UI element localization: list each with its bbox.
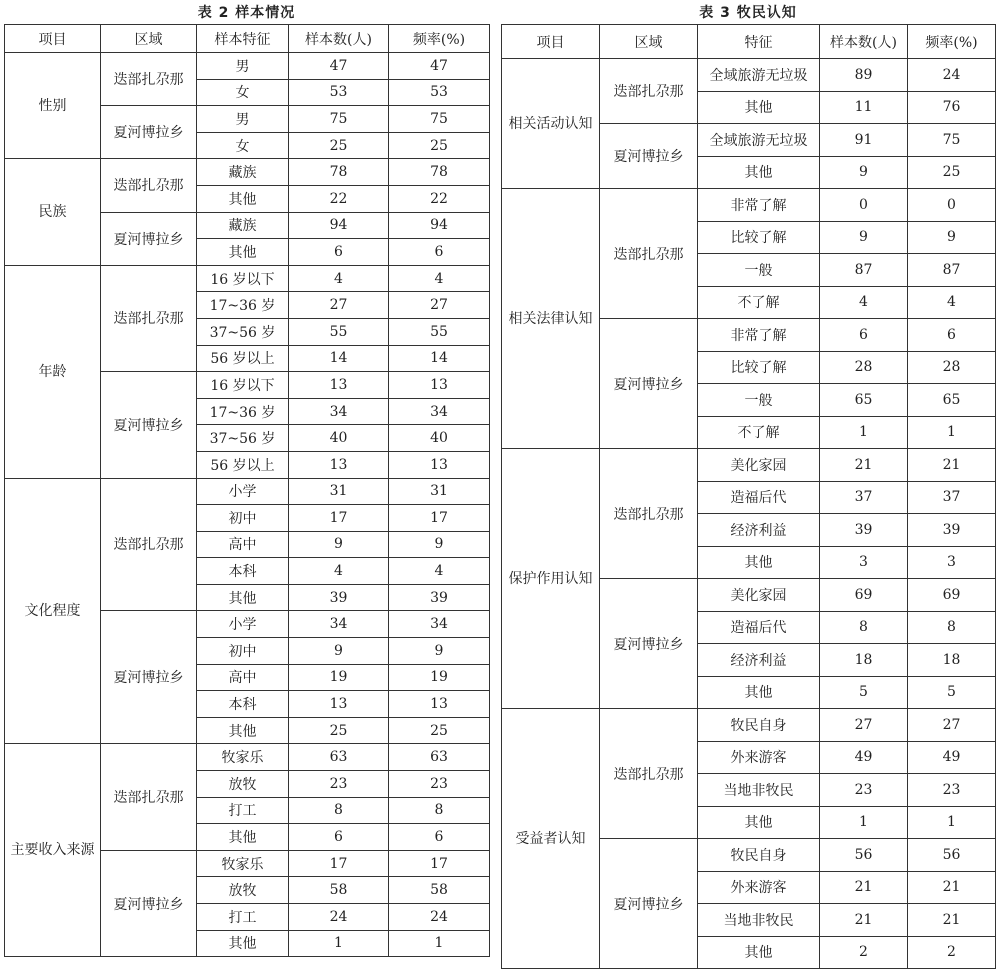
frequency-cell: 25 xyxy=(389,132,490,159)
feature-cell: 其他 xyxy=(698,676,820,709)
frequency-cell: 40 xyxy=(389,425,490,452)
frequency-cell: 9 xyxy=(389,638,490,665)
feature-cell: 当地非牧民 xyxy=(698,904,820,937)
frequency-cell: 4 xyxy=(389,558,490,585)
count-cell: 39 xyxy=(820,514,908,547)
frequency-cell: 94 xyxy=(389,212,490,239)
column-header: 样本特征 xyxy=(197,25,289,53)
count-cell: 6 xyxy=(289,239,389,266)
frequency-cell: 27 xyxy=(908,709,996,742)
feature-cell: 全域旅游无垃圾 xyxy=(698,124,820,157)
feature-cell: 男 xyxy=(197,53,289,80)
frequency-cell: 13 xyxy=(389,372,490,399)
region-cell: 夏河博拉乡 xyxy=(101,106,197,159)
frequency-cell: 63 xyxy=(389,744,490,771)
feature-cell: 造福后代 xyxy=(698,481,820,514)
region-cell: 夏河博拉乡 xyxy=(600,839,698,969)
item-cell: 受益者认知 xyxy=(502,709,600,969)
column-header: 样本数(人) xyxy=(820,25,908,59)
frequency-cell: 8 xyxy=(389,797,490,824)
count-cell: 69 xyxy=(820,579,908,612)
frequency-cell: 21 xyxy=(908,871,996,904)
count-cell: 31 xyxy=(289,478,389,505)
region-cell: 夏河博拉乡 xyxy=(600,319,698,449)
count-cell: 6 xyxy=(820,319,908,352)
count-cell: 9 xyxy=(820,221,908,254)
count-cell: 65 xyxy=(820,384,908,417)
count-cell: 9 xyxy=(289,638,389,665)
frequency-cell: 6 xyxy=(389,824,490,851)
frequency-cell: 28 xyxy=(908,351,996,384)
frequency-cell: 58 xyxy=(389,877,490,904)
count-cell: 17 xyxy=(289,850,389,877)
frequency-cell: 25 xyxy=(908,156,996,189)
count-cell: 28 xyxy=(820,351,908,384)
feature-cell: 外来游客 xyxy=(698,871,820,904)
feature-cell: 小学 xyxy=(197,478,289,505)
feature-cell: 全域旅游无垃圾 xyxy=(698,59,820,92)
frequency-cell: 17 xyxy=(389,505,490,532)
region-cell: 迭部扎尕那 xyxy=(101,159,197,212)
feature-cell: 牧家乐 xyxy=(197,744,289,771)
frequency-cell: 37 xyxy=(908,481,996,514)
feature-cell: 其他 xyxy=(197,185,289,212)
frequency-cell: 34 xyxy=(389,398,490,425)
count-cell: 21 xyxy=(820,871,908,904)
frequency-cell: 55 xyxy=(389,318,490,345)
count-cell: 2 xyxy=(820,936,908,969)
region-cell: 夏河博拉乡 xyxy=(101,611,197,744)
feature-cell: 一般 xyxy=(698,254,820,287)
table-row xyxy=(502,189,996,222)
feature-cell: 17~36 岁 xyxy=(197,292,289,319)
count-cell: 78 xyxy=(289,159,389,186)
feature-cell: 打工 xyxy=(197,797,289,824)
count-cell: 39 xyxy=(289,584,389,611)
item-cell: 主要收入来源 xyxy=(5,744,101,957)
feature-cell: 经济利益 xyxy=(698,644,820,677)
region-cell: 迭部扎尕那 xyxy=(101,265,197,371)
count-cell: 37 xyxy=(820,481,908,514)
region-cell: 夏河博拉乡 xyxy=(600,579,698,709)
feature-cell: 美化家园 xyxy=(698,579,820,612)
frequency-cell: 4 xyxy=(908,286,996,319)
feature-cell: 牧民自身 xyxy=(698,709,820,742)
count-cell: 1 xyxy=(289,930,389,957)
feature-cell: 高中 xyxy=(197,664,289,691)
feature-cell: 56 岁以上 xyxy=(197,451,289,478)
frequency-cell: 13 xyxy=(389,691,490,718)
feature-cell: 不了解 xyxy=(698,286,820,319)
frequency-cell: 22 xyxy=(389,185,490,212)
frequency-cell: 1 xyxy=(389,930,490,957)
count-cell: 56 xyxy=(820,839,908,872)
feature-cell: 牧民自身 xyxy=(698,839,820,872)
feature-cell: 初中 xyxy=(197,638,289,665)
feature-cell: 一般 xyxy=(698,384,820,417)
frequency-cell: 18 xyxy=(908,644,996,677)
feature-cell: 藏族 xyxy=(197,212,289,239)
feature-cell: 其他 xyxy=(197,824,289,851)
feature-cell: 高中 xyxy=(197,531,289,558)
frequency-cell: 14 xyxy=(389,345,490,372)
frequency-cell: 19 xyxy=(389,664,490,691)
feature-cell: 其他 xyxy=(698,156,820,189)
column-header: 项目 xyxy=(5,25,101,53)
frequency-cell: 39 xyxy=(389,584,490,611)
frequency-cell: 9 xyxy=(389,531,490,558)
count-cell: 14 xyxy=(289,345,389,372)
count-cell: 18 xyxy=(820,644,908,677)
count-cell: 25 xyxy=(289,717,389,744)
frequency-cell: 8 xyxy=(908,611,996,644)
feature-cell: 其他 xyxy=(197,930,289,957)
frequency-cell: 56 xyxy=(908,839,996,872)
count-cell: 1 xyxy=(820,416,908,449)
frequency-cell: 21 xyxy=(908,449,996,482)
feature-cell: 非常了解 xyxy=(698,319,820,352)
item-cell: 文化程度 xyxy=(5,478,101,744)
header-row xyxy=(5,25,490,53)
feature-cell: 非常了解 xyxy=(698,189,820,222)
frequency-cell: 31 xyxy=(389,478,490,505)
frequency-cell: 5 xyxy=(908,676,996,709)
region-cell: 迭部扎尕那 xyxy=(600,189,698,319)
table-row xyxy=(5,265,490,292)
count-cell: 11 xyxy=(820,91,908,124)
count-cell: 25 xyxy=(289,132,389,159)
frequency-cell: 17 xyxy=(389,850,490,877)
frequency-cell: 6 xyxy=(908,319,996,352)
frequency-cell: 53 xyxy=(389,79,490,106)
frequency-cell: 65 xyxy=(908,384,996,417)
table-row xyxy=(502,709,996,742)
feature-cell: 16 岁以下 xyxy=(197,372,289,399)
table-row xyxy=(5,159,490,186)
count-cell: 8 xyxy=(820,611,908,644)
count-cell: 13 xyxy=(289,451,389,478)
feature-cell: 比较了解 xyxy=(698,221,820,254)
count-cell: 75 xyxy=(289,106,389,133)
column-header: 频率(%) xyxy=(908,25,996,59)
feature-cell: 不了解 xyxy=(698,416,820,449)
column-header: 频率(%) xyxy=(389,25,490,53)
feature-cell: 初中 xyxy=(197,505,289,532)
frequency-cell: 78 xyxy=(389,159,490,186)
feature-cell: 其他 xyxy=(698,546,820,579)
feature-cell: 外来游客 xyxy=(698,741,820,774)
frequency-cell: 25 xyxy=(389,717,490,744)
frequency-cell: 1 xyxy=(908,416,996,449)
frequency-cell: 0 xyxy=(908,189,996,222)
frequency-cell: 24 xyxy=(389,904,490,931)
region-cell: 迭部扎尕那 xyxy=(101,744,197,850)
count-cell: 5 xyxy=(820,676,908,709)
count-cell: 13 xyxy=(289,691,389,718)
table3-caption: 表 3 牧民认知 xyxy=(699,5,797,21)
column-header: 区域 xyxy=(101,25,197,53)
count-cell: 23 xyxy=(289,771,389,798)
feature-cell: 其他 xyxy=(698,806,820,839)
table-row xyxy=(502,449,996,482)
column-header: 特征 xyxy=(698,25,820,59)
item-cell: 相关法律认知 xyxy=(502,189,600,449)
count-cell: 4 xyxy=(289,265,389,292)
feature-cell: 美化家园 xyxy=(698,449,820,482)
item-cell: 保护作用认知 xyxy=(502,449,600,709)
column-header: 项目 xyxy=(502,25,600,59)
feature-cell: 男 xyxy=(197,106,289,133)
count-cell: 49 xyxy=(820,741,908,774)
item-cell: 性别 xyxy=(5,53,101,159)
feature-cell: 藏族 xyxy=(197,159,289,186)
count-cell: 34 xyxy=(289,611,389,638)
count-cell: 24 xyxy=(289,904,389,931)
count-cell: 87 xyxy=(820,254,908,287)
item-cell: 年龄 xyxy=(5,265,101,478)
cognition-table xyxy=(501,24,996,969)
feature-cell: 其他 xyxy=(197,239,289,266)
count-cell: 34 xyxy=(289,398,389,425)
table-row xyxy=(5,744,490,771)
feature-cell: 37~56 岁 xyxy=(197,425,289,452)
count-cell: 21 xyxy=(820,449,908,482)
region-cell: 迭部扎尕那 xyxy=(101,53,197,106)
count-cell: 53 xyxy=(289,79,389,106)
count-cell: 8 xyxy=(289,797,389,824)
count-cell: 17 xyxy=(289,505,389,532)
count-cell: 27 xyxy=(289,292,389,319)
feature-cell: 其他 xyxy=(698,91,820,124)
count-cell: 22 xyxy=(289,185,389,212)
feature-cell: 16 岁以下 xyxy=(197,265,289,292)
region-cell: 夏河博拉乡 xyxy=(101,372,197,478)
frequency-cell: 87 xyxy=(908,254,996,287)
table-row xyxy=(502,59,996,92)
count-cell: 4 xyxy=(820,286,908,319)
feature-cell: 经济利益 xyxy=(698,514,820,547)
count-cell: 91 xyxy=(820,124,908,157)
frequency-cell: 9 xyxy=(908,221,996,254)
frequency-cell: 23 xyxy=(908,774,996,807)
frequency-cell: 21 xyxy=(908,904,996,937)
frequency-cell: 13 xyxy=(389,451,490,478)
count-cell: 1 xyxy=(820,806,908,839)
frequency-cell: 75 xyxy=(908,124,996,157)
feature-cell: 打工 xyxy=(197,904,289,931)
feature-cell: 放牧 xyxy=(197,771,289,798)
count-cell: 9 xyxy=(289,531,389,558)
frequency-cell: 34 xyxy=(389,611,490,638)
feature-cell: 17~36 岁 xyxy=(197,398,289,425)
feature-cell: 小学 xyxy=(197,611,289,638)
region-cell: 迭部扎尕那 xyxy=(600,59,698,124)
frequency-cell: 2 xyxy=(908,936,996,969)
region-cell: 迭部扎尕那 xyxy=(600,709,698,839)
count-cell: 21 xyxy=(820,904,908,937)
count-cell: 23 xyxy=(820,774,908,807)
feature-cell: 比较了解 xyxy=(698,351,820,384)
table-row xyxy=(5,478,490,505)
count-cell: 4 xyxy=(289,558,389,585)
region-cell: 迭部扎尕那 xyxy=(101,478,197,611)
count-cell: 89 xyxy=(820,59,908,92)
feature-cell: 37~56 岁 xyxy=(197,318,289,345)
count-cell: 58 xyxy=(289,877,389,904)
count-cell: 0 xyxy=(820,189,908,222)
region-cell: 夏河博拉乡 xyxy=(600,124,698,189)
feature-cell: 本科 xyxy=(197,558,289,585)
frequency-cell: 47 xyxy=(389,53,490,80)
column-header: 区域 xyxy=(600,25,698,59)
region-cell: 迭部扎尕那 xyxy=(600,449,698,579)
frequency-cell: 4 xyxy=(389,265,490,292)
count-cell: 40 xyxy=(289,425,389,452)
count-cell: 6 xyxy=(289,824,389,851)
frequency-cell: 3 xyxy=(908,546,996,579)
frequency-cell: 69 xyxy=(908,579,996,612)
frequency-cell: 1 xyxy=(908,806,996,839)
feature-cell: 当地非牧民 xyxy=(698,774,820,807)
frequency-cell: 6 xyxy=(389,239,490,266)
feature-cell: 牧家乐 xyxy=(197,850,289,877)
sample-table xyxy=(4,24,490,957)
feature-cell: 造福后代 xyxy=(698,611,820,644)
region-cell: 夏河博拉乡 xyxy=(101,212,197,265)
count-cell: 55 xyxy=(289,318,389,345)
count-cell: 13 xyxy=(289,372,389,399)
region-cell: 夏河博拉乡 xyxy=(101,850,197,956)
count-cell: 9 xyxy=(820,156,908,189)
header-row xyxy=(502,25,996,59)
feature-cell: 放牧 xyxy=(197,877,289,904)
frequency-cell: 75 xyxy=(389,106,490,133)
frequency-cell: 27 xyxy=(389,292,490,319)
table-row xyxy=(5,53,490,80)
item-cell: 民族 xyxy=(5,159,101,265)
count-cell: 27 xyxy=(820,709,908,742)
feature-cell: 其他 xyxy=(197,717,289,744)
feature-cell: 女 xyxy=(197,79,289,106)
count-cell: 47 xyxy=(289,53,389,80)
feature-cell: 其他 xyxy=(197,584,289,611)
count-cell: 19 xyxy=(289,664,389,691)
frequency-cell: 24 xyxy=(908,59,996,92)
count-cell: 63 xyxy=(289,744,389,771)
frequency-cell: 23 xyxy=(389,771,490,798)
item-cell: 相关活动认知 xyxy=(502,59,600,189)
feature-cell: 女 xyxy=(197,132,289,159)
feature-cell: 56 岁以上 xyxy=(197,345,289,372)
frequency-cell: 39 xyxy=(908,514,996,547)
column-header: 样本数(人) xyxy=(289,25,389,53)
count-cell: 94 xyxy=(289,212,389,239)
count-cell: 3 xyxy=(820,546,908,579)
frequency-cell: 76 xyxy=(908,91,996,124)
table2-caption: 表 2 样本情况 xyxy=(197,5,296,21)
frequency-cell: 49 xyxy=(908,741,996,774)
feature-cell: 本科 xyxy=(197,691,289,718)
feature-cell: 其他 xyxy=(698,936,820,969)
